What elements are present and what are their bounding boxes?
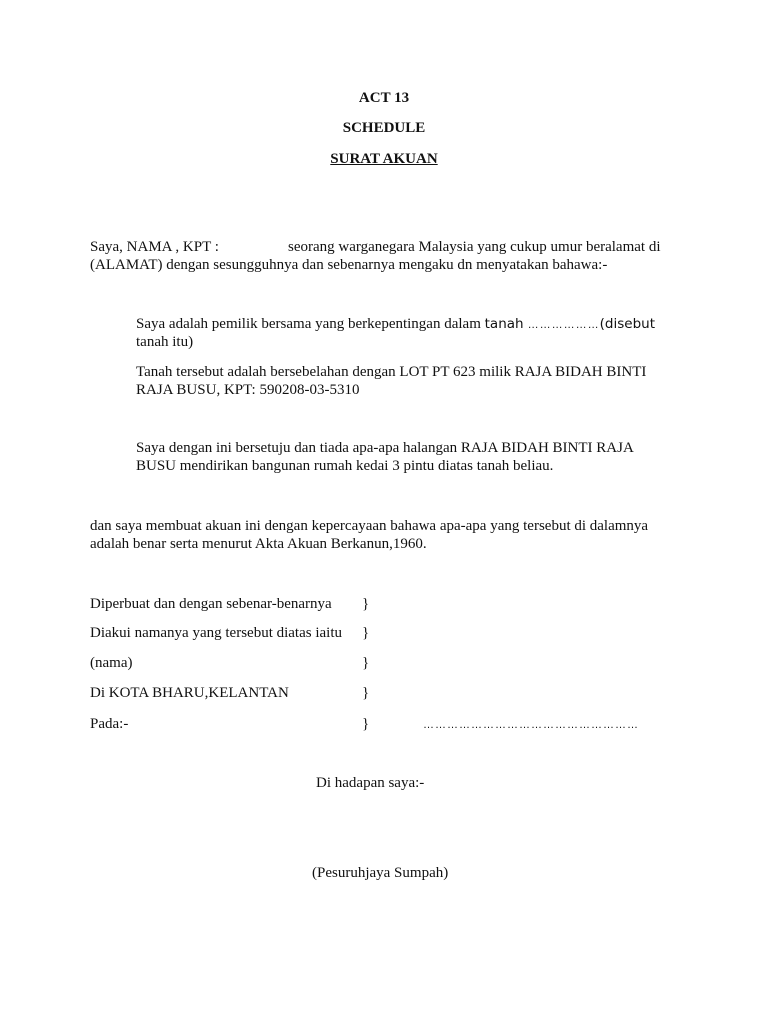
clause-consent-line2: BUSU mendirikan bangunan rumah kedai 3 pintu diatas tanah beliau. xyxy=(136,458,554,474)
signing-label-place: Di KOTA BHARU,KELANTAN xyxy=(90,685,289,701)
intro-citizen-text: seorang warganegara Malaysia yang cukup umur beralamat di xyxy=(288,239,661,255)
witness-before: Di hadapan saya:- xyxy=(316,775,425,791)
document-title xyxy=(0,151,768,168)
document-title-text: SURAT AKUAN xyxy=(330,151,438,167)
intro-address-line: (ALAMAT) dengan sesungguhnya dan sebenarnya mengaku dn menyatakan bahawa:- xyxy=(90,257,608,273)
clause-ownership-land: tanah xyxy=(484,316,524,332)
signing-brace: } xyxy=(362,716,370,732)
signing-brace: } xyxy=(362,625,370,641)
declaration-line1: dan saya membuat akuan ini dengan kepercayaan bahawa apa-apa yang tersebut di dalamnya xyxy=(90,518,649,534)
schedule-heading: SCHEDULE xyxy=(342,120,426,136)
clause-consent-line1: Saya dengan ini bersetuju dan tiada apa-apa halangan RAJA BIDAH BINTI RAJA xyxy=(136,440,634,456)
signing-label-acknowledged: Diakui namanya yang tersebut diatas iaitu xyxy=(90,625,343,641)
signing-brace: } xyxy=(362,596,370,612)
clause-ownership xyxy=(136,316,655,333)
commissioner-label: (Pesuruhjaya Sumpah) xyxy=(312,865,449,881)
intro-name-label: Saya, NAMA , KPT : xyxy=(90,239,219,255)
signing-brace: } xyxy=(362,685,370,701)
signing-brace: } xyxy=(362,655,370,671)
clause-ownership-suffix: (disebut xyxy=(599,316,655,332)
clause-ownership-blank: ……………… xyxy=(523,319,600,331)
clause-ownership-text: Saya adalah pemilik bersama yang berkepentingan dalam xyxy=(136,316,485,332)
clause-adjacent-line2: RAJA BUSU, KPT: 590208-03-5310 xyxy=(136,382,360,398)
clause-adjacent-line1: Tanah tersebut adalah bersebelahan dengan LOT PT 623 milik RAJA BIDAH BINTI xyxy=(136,364,647,380)
act-number: ACT 13 xyxy=(358,90,410,106)
declaration-line2: adalah benar serta menurut Akta Akuan Berkanun,1960. xyxy=(90,536,427,552)
signature-line: ……………………………………………… xyxy=(423,719,639,731)
clause-ownership-line2: tanah itu) xyxy=(136,334,194,350)
signing-label-name: (nama) xyxy=(90,655,133,671)
signing-label-date: Pada:- xyxy=(90,716,129,732)
signing-label-made: Diperbuat dan dengan sebenar-benarnya xyxy=(90,596,332,612)
